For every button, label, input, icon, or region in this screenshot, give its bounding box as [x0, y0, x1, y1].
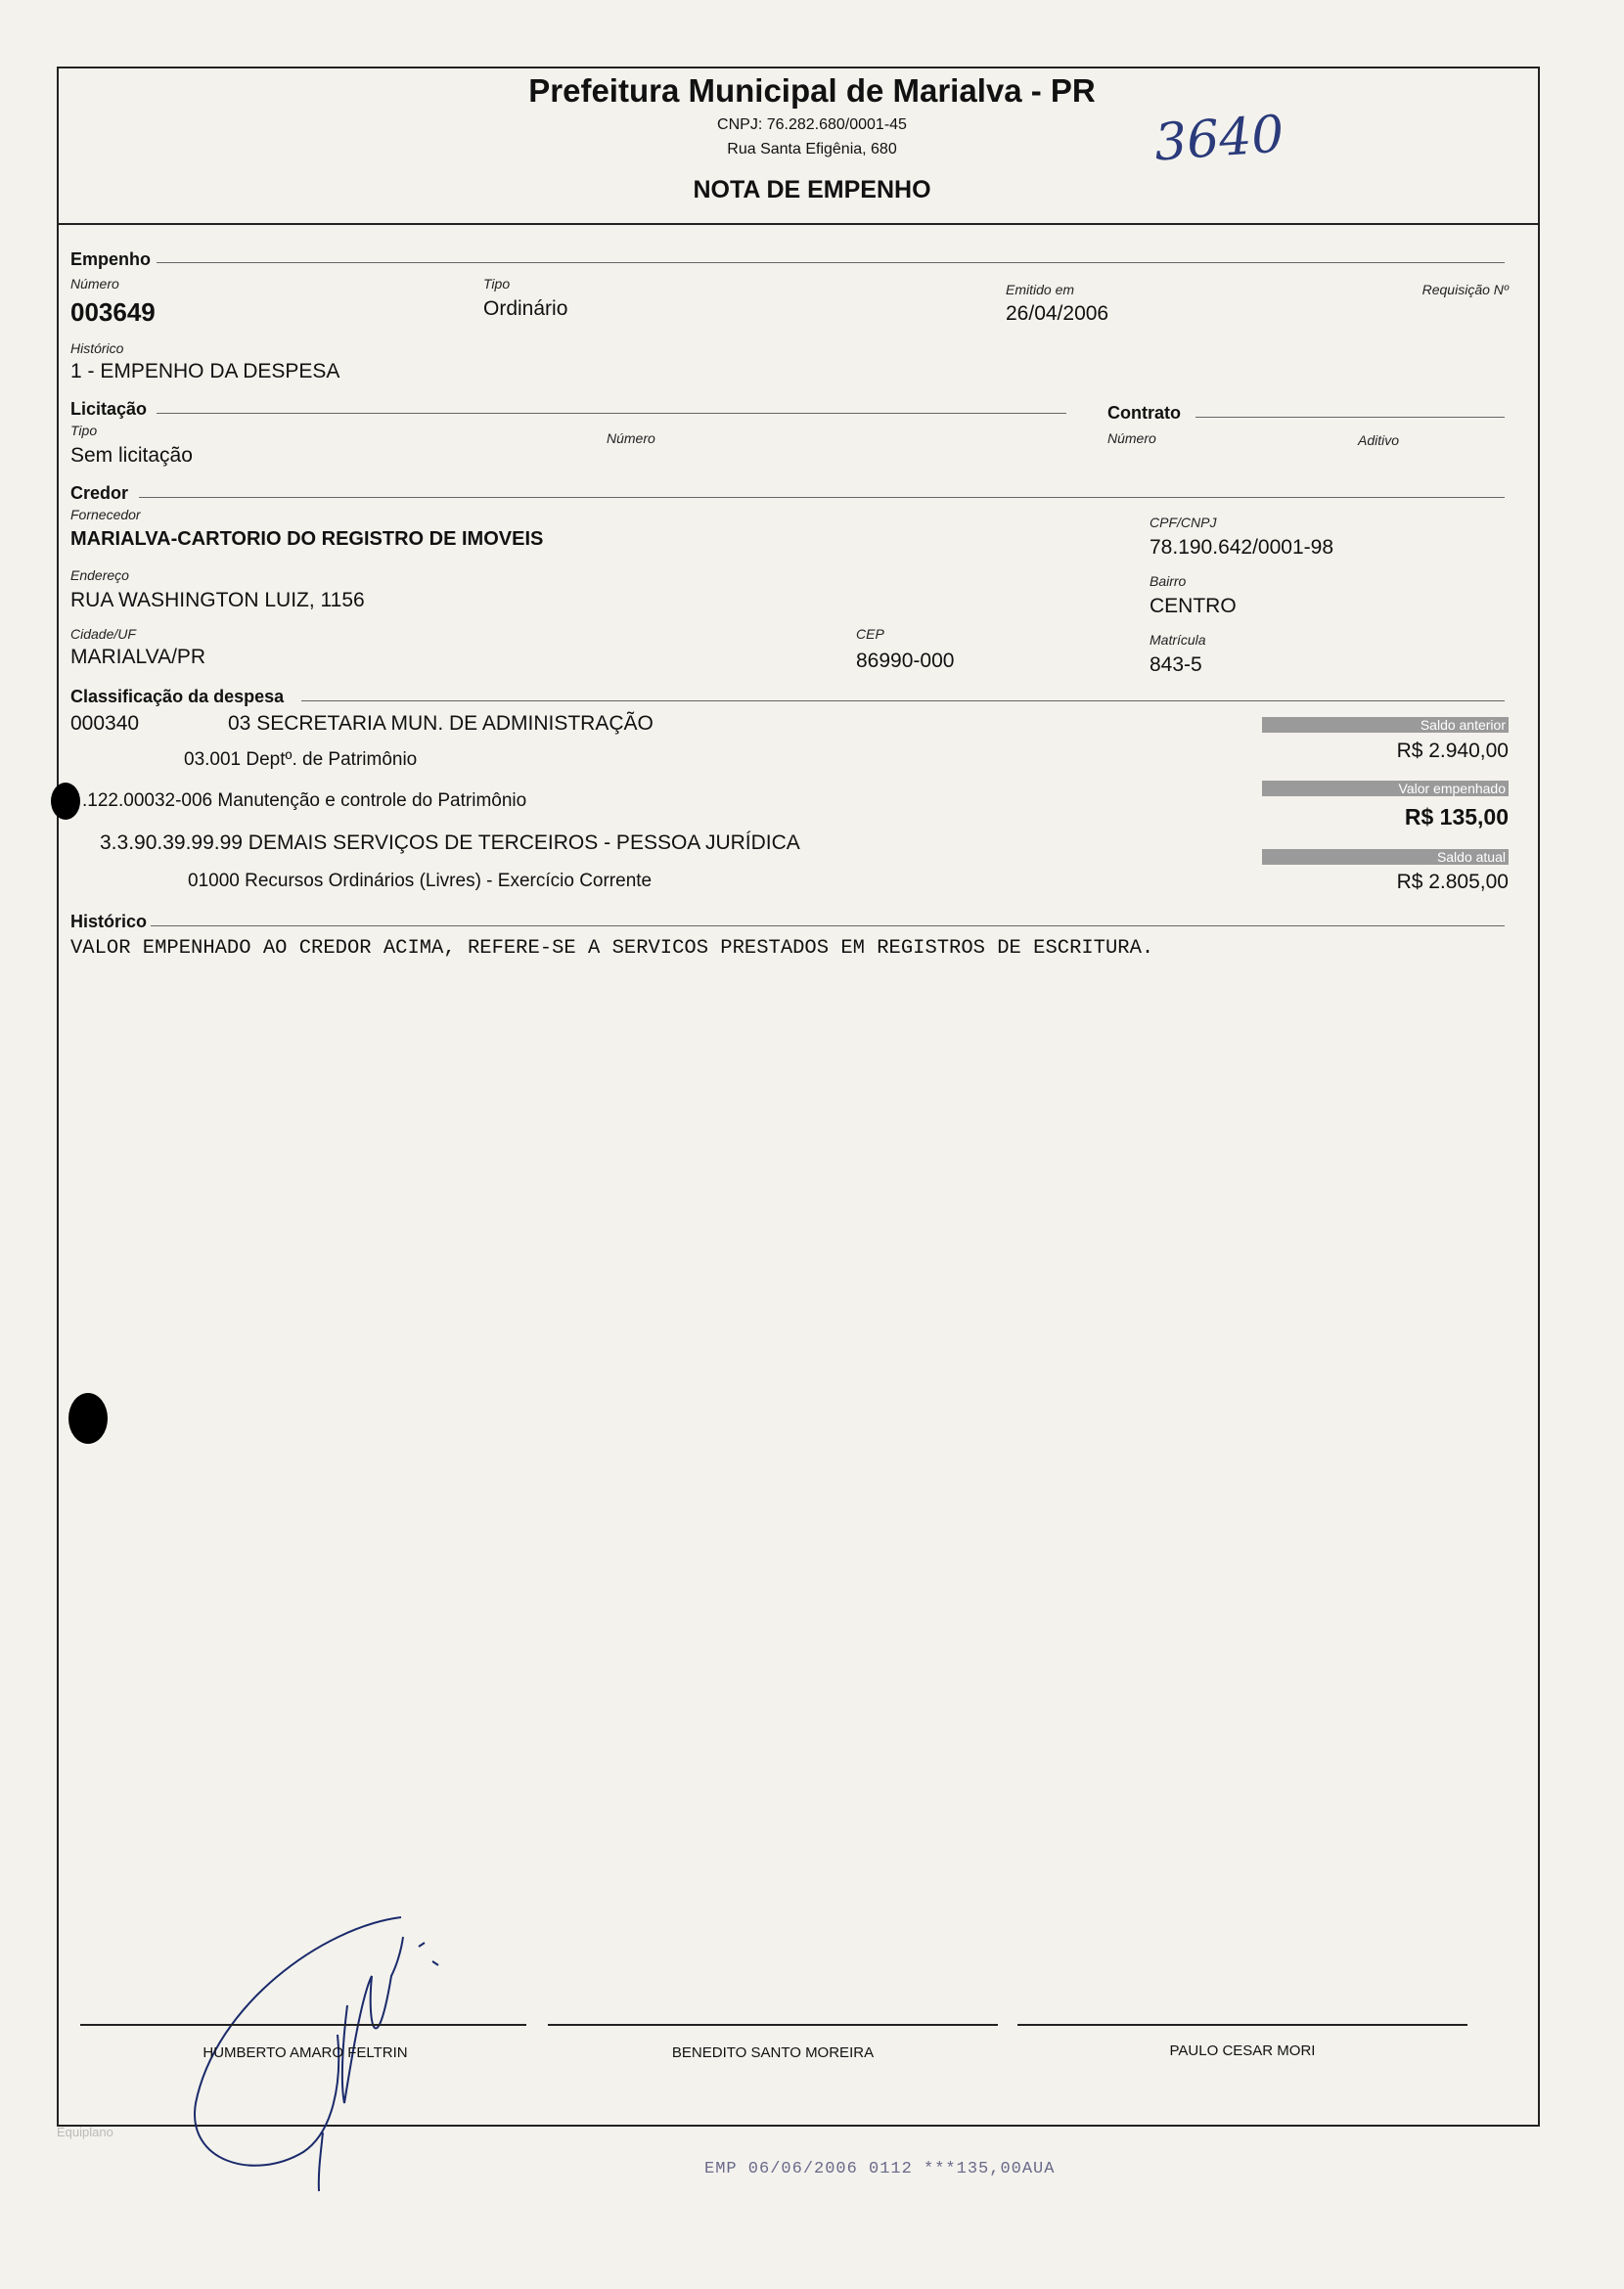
signature-line [548, 2024, 998, 2026]
bairro-label: Bairro [1150, 573, 1187, 589]
saldo-atual-value: R$ 2.805,00 [1396, 871, 1509, 893]
divider [301, 700, 1505, 701]
handwritten-number: 3640 [1152, 105, 1286, 173]
valor-empenhado-label: Valor empenhado [1262, 781, 1509, 796]
empenho-tipo: Ordinário [483, 297, 568, 320]
secretaria: 03 SECRETARIA MUN. DE ADMINISTRAÇÃO [228, 712, 654, 735]
binder-hole [51, 783, 80, 820]
historico-text: VALOR EMPENHADO AO CREDOR ACIMA, REFERE-SE A SERVICOS PRESTADOS EM REGISTROS DE ESCRITURA. [70, 937, 1154, 960]
cpf-label: CPF/CNPJ [1150, 515, 1217, 530]
cep-label: CEP [856, 626, 884, 642]
classificacao-code: 000340 [70, 712, 140, 735]
cidade-label: Cidade/UF [70, 626, 136, 642]
licitacao-tipo: Sem licitação [70, 444, 193, 467]
emitido-label: Emitido em [1006, 282, 1075, 297]
signatory-name: PAULO CESAR MORI [1169, 2042, 1316, 2059]
licitacao-tipo-label: Tipo [70, 423, 98, 438]
acao: .122.00032-006 Manutenção e controle do Patrimônio [82, 790, 527, 811]
header-divider [59, 223, 1538, 225]
divider [157, 413, 1066, 414]
signatory-name: HUMBERTO AMARO FELTRIN [203, 2044, 408, 2061]
recurso: 01000 Recursos Ordinários (Livres) - Exercício Corrente [188, 871, 653, 891]
section-contrato: Contrato [1107, 403, 1181, 423]
bairro-value: CENTRO [1150, 595, 1237, 617]
section-historico: Histórico [70, 912, 148, 931]
saldo-anterior-value: R$ 2.940,00 [1396, 740, 1509, 762]
signature-line [80, 2024, 526, 2026]
footer-stamp: EMP 06/06/2006 0112 ***135,00AUA [704, 2160, 1056, 2178]
endereco-value: RUA WASHINGTON LUIZ, 1156 [70, 589, 365, 611]
fornecedor-name: MARIALVA-CARTORIO DO REGISTRO DE IMOVEIS [70, 528, 544, 550]
signatory-name: BENEDITO SANTO MOREIRA [671, 2044, 875, 2061]
saldo-anterior-label: Saldo anterior [1262, 717, 1509, 733]
fornecedor-label: Fornecedor [70, 507, 141, 522]
empenho-numero: 003649 [70, 297, 156, 327]
valor-empenhado-value: R$ 135,00 [1404, 804, 1509, 830]
divider [151, 925, 1505, 926]
historico-label: Histórico [70, 340, 124, 356]
divider [157, 262, 1505, 263]
divider [1195, 417, 1505, 418]
requisicao-label: Requisição Nº [1421, 282, 1509, 297]
section-classificacao: Classificação da despesa [70, 687, 285, 706]
section-empenho: Empenho [70, 249, 152, 269]
tipo-label: Tipo [483, 276, 511, 292]
elemento: 3.3.90.39.99.99 DEMAIS SERVIÇOS DE TERCEIROS - PESSOA JURÍDICA [100, 831, 800, 854]
aditivo-label: Aditivo [1358, 432, 1400, 448]
contrato-numero-label: Número [1107, 430, 1156, 446]
divider [139, 497, 1505, 498]
page-title: Prefeitura Municipal de Marialva - PR [528, 72, 1096, 109]
saldo-atual-label: Saldo atual [1262, 849, 1509, 865]
address-text: Rua Santa Efigênia, 680 [727, 141, 897, 157]
section-licitacao: Licitação [70, 399, 148, 419]
cep-value: 86990-000 [856, 650, 955, 672]
empenho-historico: 1 - EMPENHO DA DESPESA [70, 360, 340, 382]
software-mark: Equiplano [57, 2125, 113, 2139]
departamento: 03.001 Deptº. de Patrimônio [184, 749, 418, 770]
section-credor: Credor [70, 483, 129, 503]
matricula-label: Matrícula [1150, 632, 1206, 648]
binder-hole [68, 1393, 108, 1444]
cnpj-text: CNPJ: 76.282.680/0001-45 [717, 116, 907, 133]
licitacao-numero-label: Número [607, 430, 655, 446]
endereco-label: Endereço [70, 567, 129, 583]
cidade-value: MARIALVA/PR [70, 646, 206, 668]
emitido-date: 26/04/2006 [1006, 302, 1109, 325]
signature-line [1017, 2024, 1467, 2026]
numero-label: Número [70, 276, 119, 292]
doc-title: NOTA DE EMPENHO [693, 176, 931, 203]
cpf-value: 78.190.642/0001-98 [1150, 536, 1334, 559]
matricula-value: 843-5 [1150, 653, 1202, 676]
